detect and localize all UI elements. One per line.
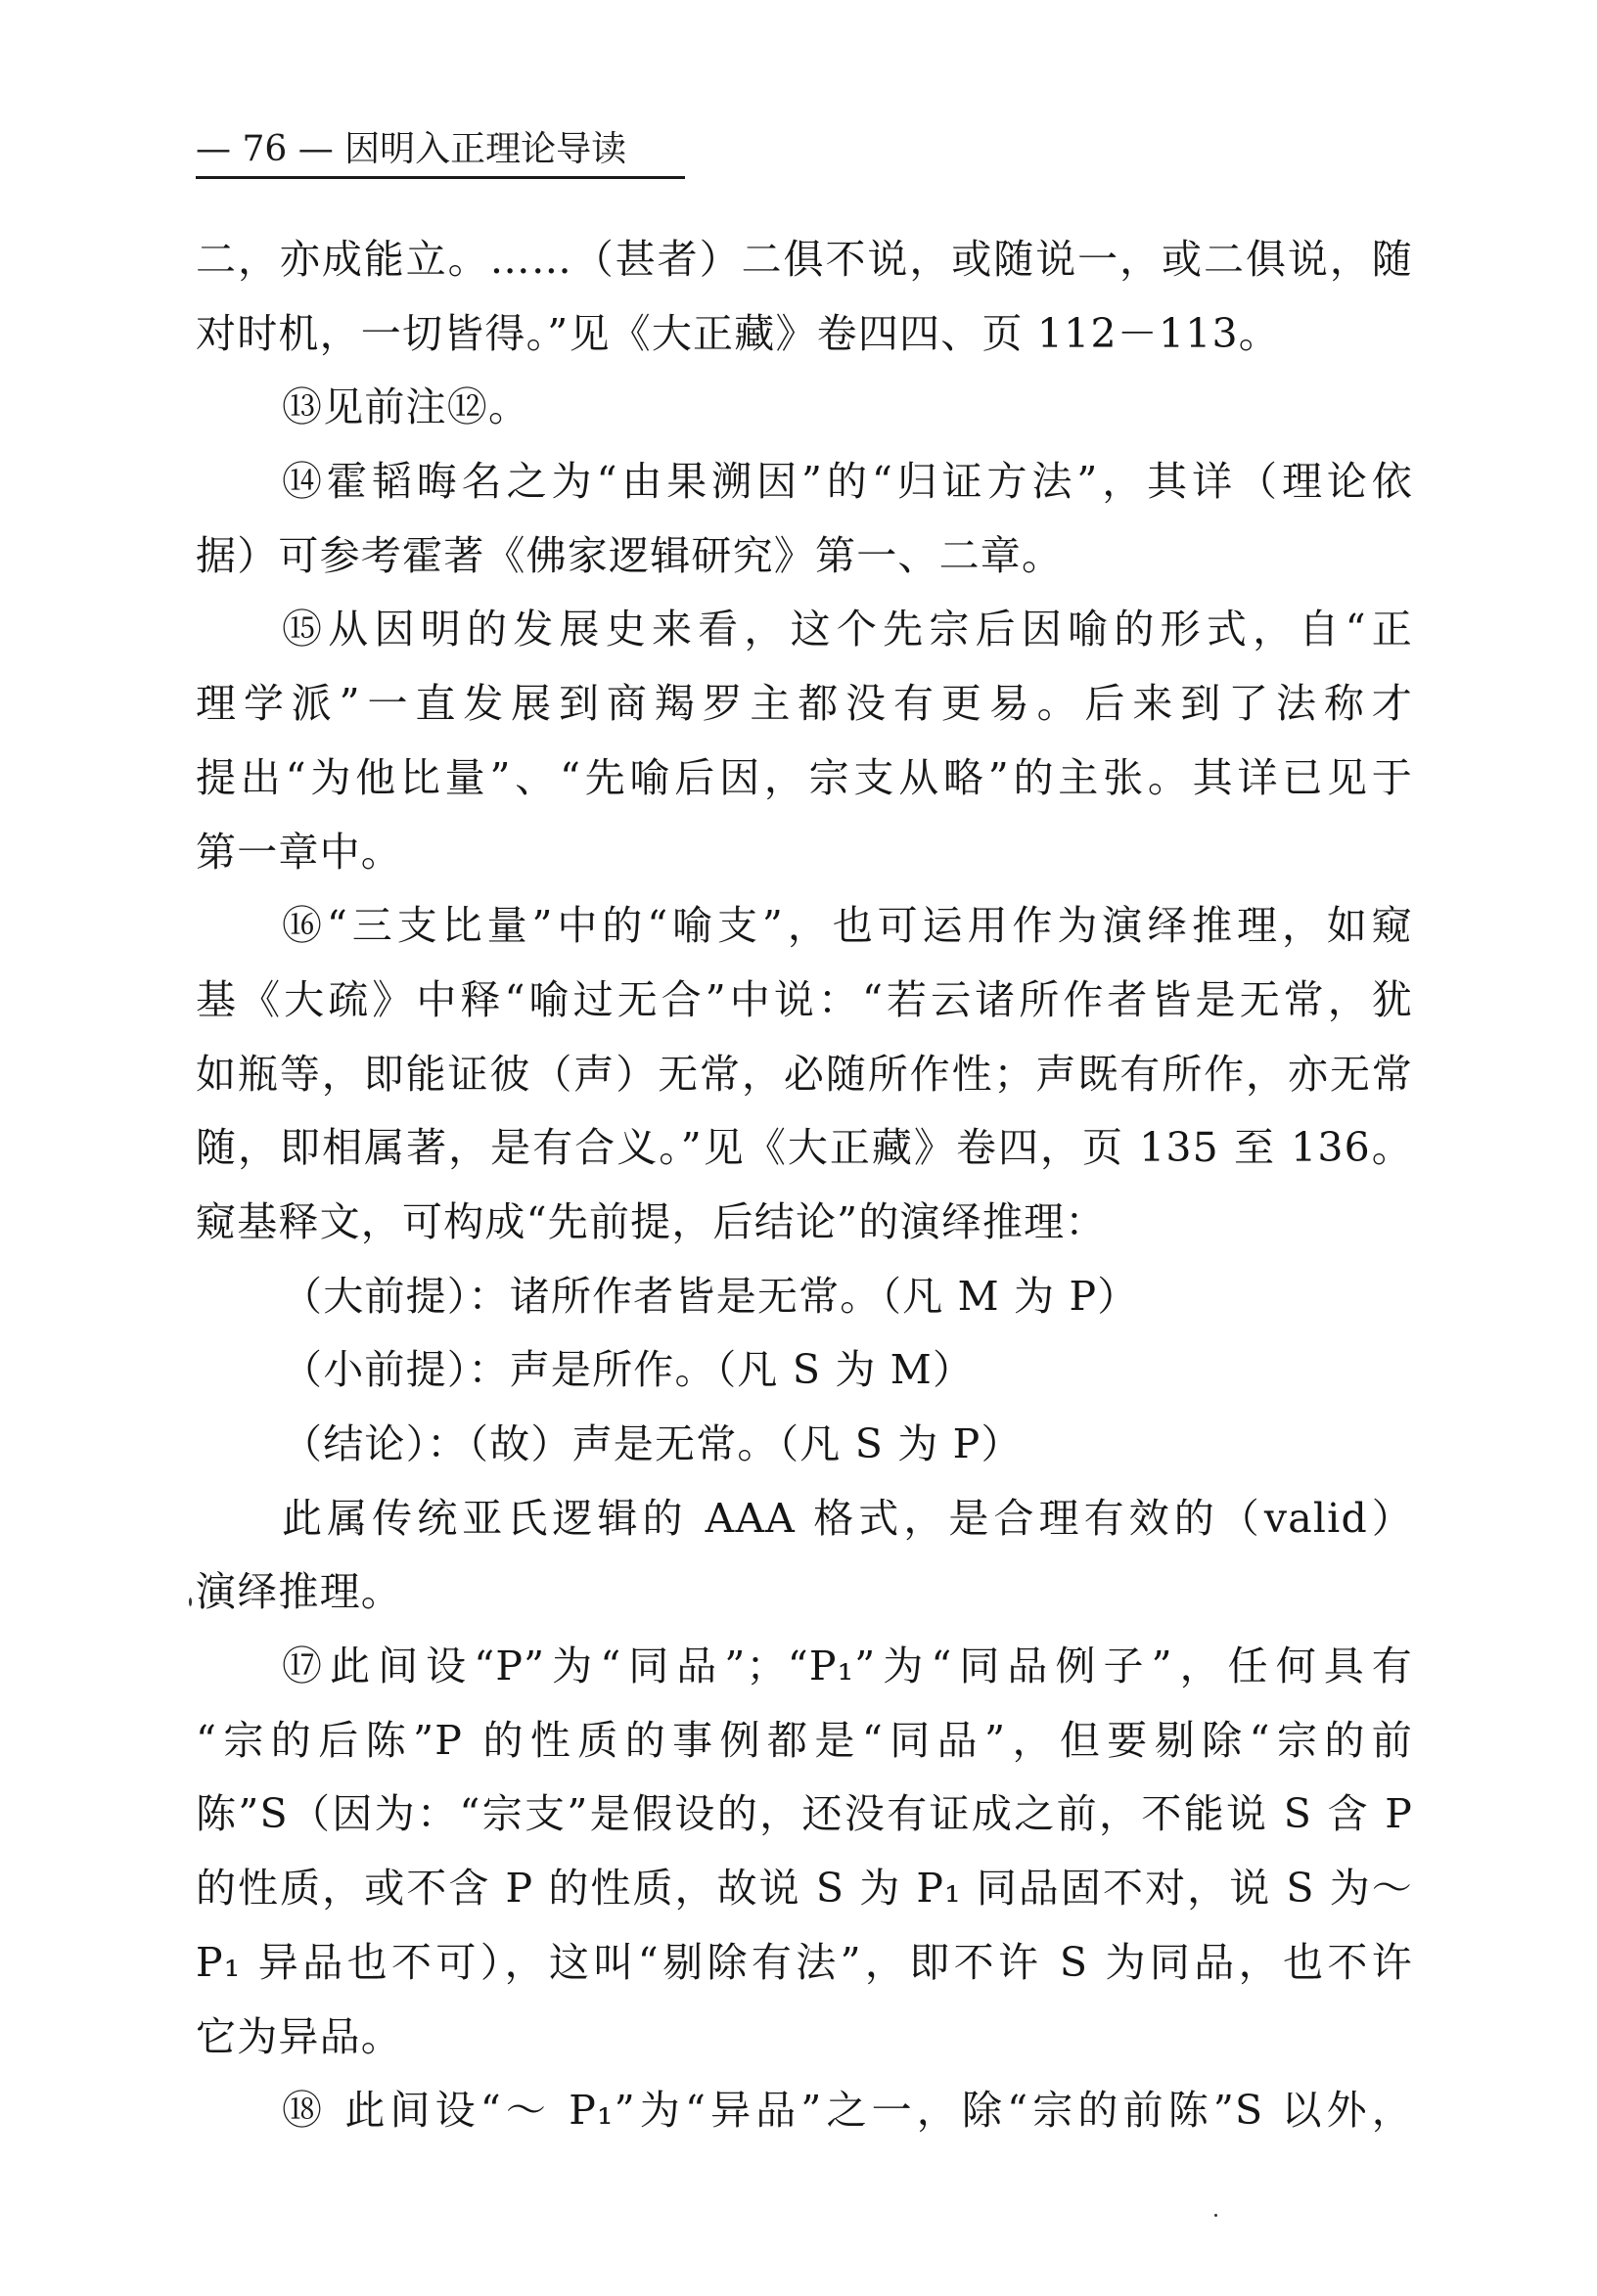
header-rule — [196, 176, 685, 179]
text-line: ⑰此间设“P”为“同品”；“P₁”为“同品例子”，任何具有 — [282, 1643, 1413, 1690]
text-line: 对时机，一切皆得。”见《大正藏》卷四四、页 112－113。 — [196, 309, 1281, 357]
text-line: 第一章中。 — [196, 828, 402, 876]
scan-speck — [1214, 2214, 1217, 2217]
text-line: ⑬见前注⑫。 — [282, 383, 530, 431]
text-line: P₁ 异品也不可），这叫“剔除有法”，即不许 S 为同品，也不许 — [196, 1938, 1413, 1986]
text-line: 此属传统亚氏逻辑的 AAA 格式，是合理有效的（valid） — [282, 1494, 1413, 1542]
text-line: 据）可参考霍著《佛家逻辑研究》第一、二章。 — [196, 531, 1064, 579]
text-line: （结论）：（故）声是无常。（凡 S 为 P） — [282, 1420, 1023, 1467]
text-line: 陈”S（因为：“宗支”是假设的，还没有证成之前，不能说 S 含 P — [196, 1790, 1413, 1838]
page-body — [196, 223, 1413, 2148]
text-line: 它为异品。 — [196, 2012, 402, 2060]
text-line: ⑱ 此间设“～ P₁”为“异品”之一，除“宗的前陈”S 以外， — [282, 2087, 1413, 2135]
text-line: 演绎推理。 — [196, 1568, 402, 1616]
running-header: — 76 — 因明入正理论导读 — [196, 129, 627, 169]
text-line: ⑯“三支比量”中的“喻支”，也可运用作为演绎推理，如窥 — [282, 902, 1413, 950]
text-line: 窥基释文，可构成“先前提，后结论”的演绎推理： — [196, 1197, 1107, 1245]
text-line: 基《大疏》中释“喻过无合”中说：“若云诸所作者皆是无常，犹 — [196, 975, 1413, 1023]
text-line: （大前提）：诸所作者皆是无常。（凡 M 为 P） — [282, 1272, 1139, 1320]
text-line: 如瓶等，即能证彼（声）无常，必随所作性；声既有所作，亦无常 — [196, 1050, 1413, 1098]
text-line: 的性质，或不含 P 的性质，故说 S 为 P₁ 同品固不对，说 S 为～ — [196, 1865, 1413, 1913]
text-line: （小前提）：声是所作。（凡 S 为 M） — [282, 1346, 975, 1394]
text-line: ⑭霍韬晦名之为“由果溯因”的“归证方法”，其详（理论依 — [282, 458, 1413, 506]
text-line: ⑮从因明的发展史来看，这个先宗后因喻的形式，自“正 — [282, 606, 1413, 653]
text-line: 二，亦成能立。……（甚者）二俱不说，或随说一，或二俱说，随 — [196, 236, 1413, 283]
text-line: 随，即相属著，是有合义。”见《大正藏》卷四，页 135 至 136。 — [196, 1124, 1413, 1172]
text-line: “宗的后陈”P 的性质的事例都是“同品”，但要剔除“宗的前 — [196, 1716, 1413, 1764]
scan-speck — [189, 1598, 192, 1606]
text-line: 理学派”一直发展到商羯罗主都没有更易。后来到了法称才 — [196, 680, 1413, 728]
text-line: 提出“为他比量”、“先喻后因，宗支从略”的主张。其详已见于 — [196, 753, 1413, 801]
